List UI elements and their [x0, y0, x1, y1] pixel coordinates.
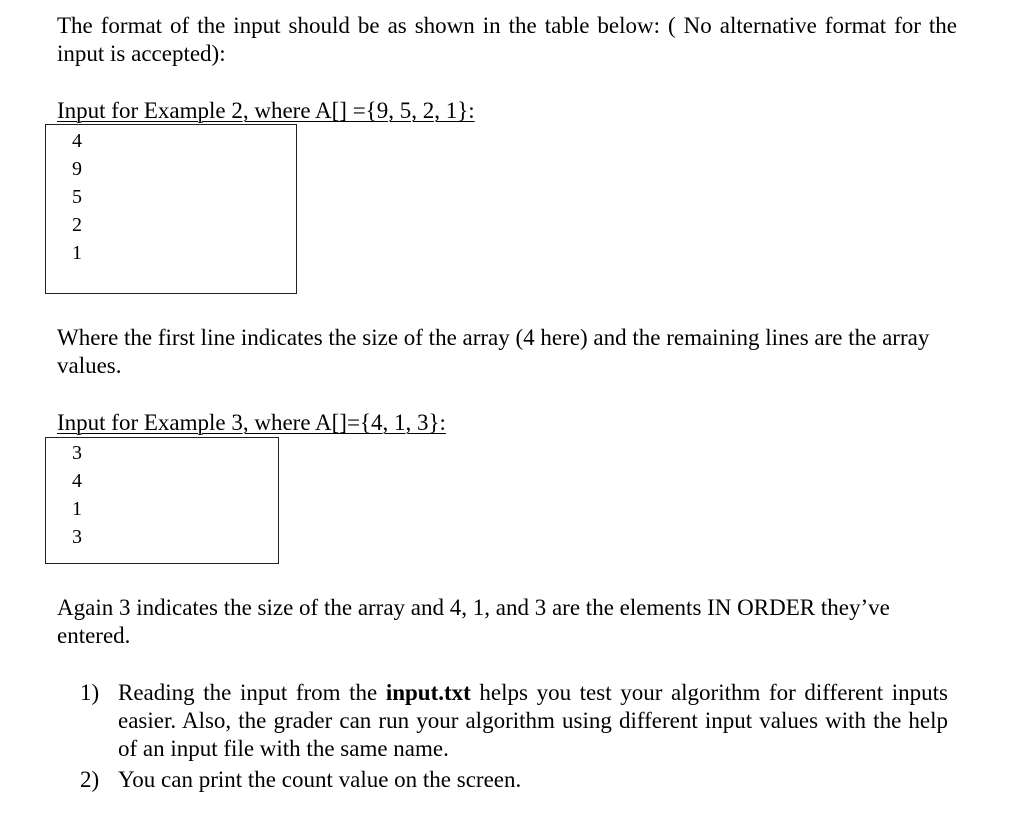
note-text-before: Reading the input from the [118, 680, 386, 705]
note-text-after: helps you test your algorithm for different inputs easier. Also, the grader can run your algorithm using different input values with the help of an input file with the same name. [118, 680, 948, 761]
input-line: 2 [72, 214, 82, 236]
example-2-caption: Input for Example 2, where A[] ={9, 5, 2, 1}: [57, 98, 475, 123]
note-marker: 1) [80, 680, 100, 705]
explanation-1 [57, 324, 947, 380]
example-2-input-box [45, 124, 297, 294]
intro-paragraph: The format of the input should be as shown in the table below: ( No alternative format for the input is accepted): [57, 13, 957, 66]
input-line: 3 [72, 442, 82, 464]
input-line: 1 [72, 242, 82, 264]
input-line: 4 [72, 130, 82, 152]
note-item-2 [80, 766, 948, 794]
note-filename: input.txt [385, 680, 471, 705]
input-line: 5 [72, 186, 82, 208]
input-line: 1 [72, 498, 82, 520]
explanation-1-text: Where the first line indicates the size of the array (4 here) and the remaining lines are the array values. [57, 325, 930, 378]
note-text: You can print the count value on the screen. [118, 767, 522, 792]
note-text [118, 679, 948, 763]
explanation-2: Again 3 indicates the size of the array and 4, 1, and 3 are the elements IN ORDER they’ve entered. [57, 595, 890, 648]
example-3-caption: Input for Example 3, where A[]={4, 1, 3}: [57, 410, 446, 435]
input-line: 4 [72, 470, 82, 492]
example-3-input-box [45, 437, 279, 564]
input-line: 9 [72, 158, 82, 180]
input-line: 3 [72, 526, 82, 548]
note-item-1 [80, 679, 948, 763]
note-marker: 2) [80, 767, 100, 792]
